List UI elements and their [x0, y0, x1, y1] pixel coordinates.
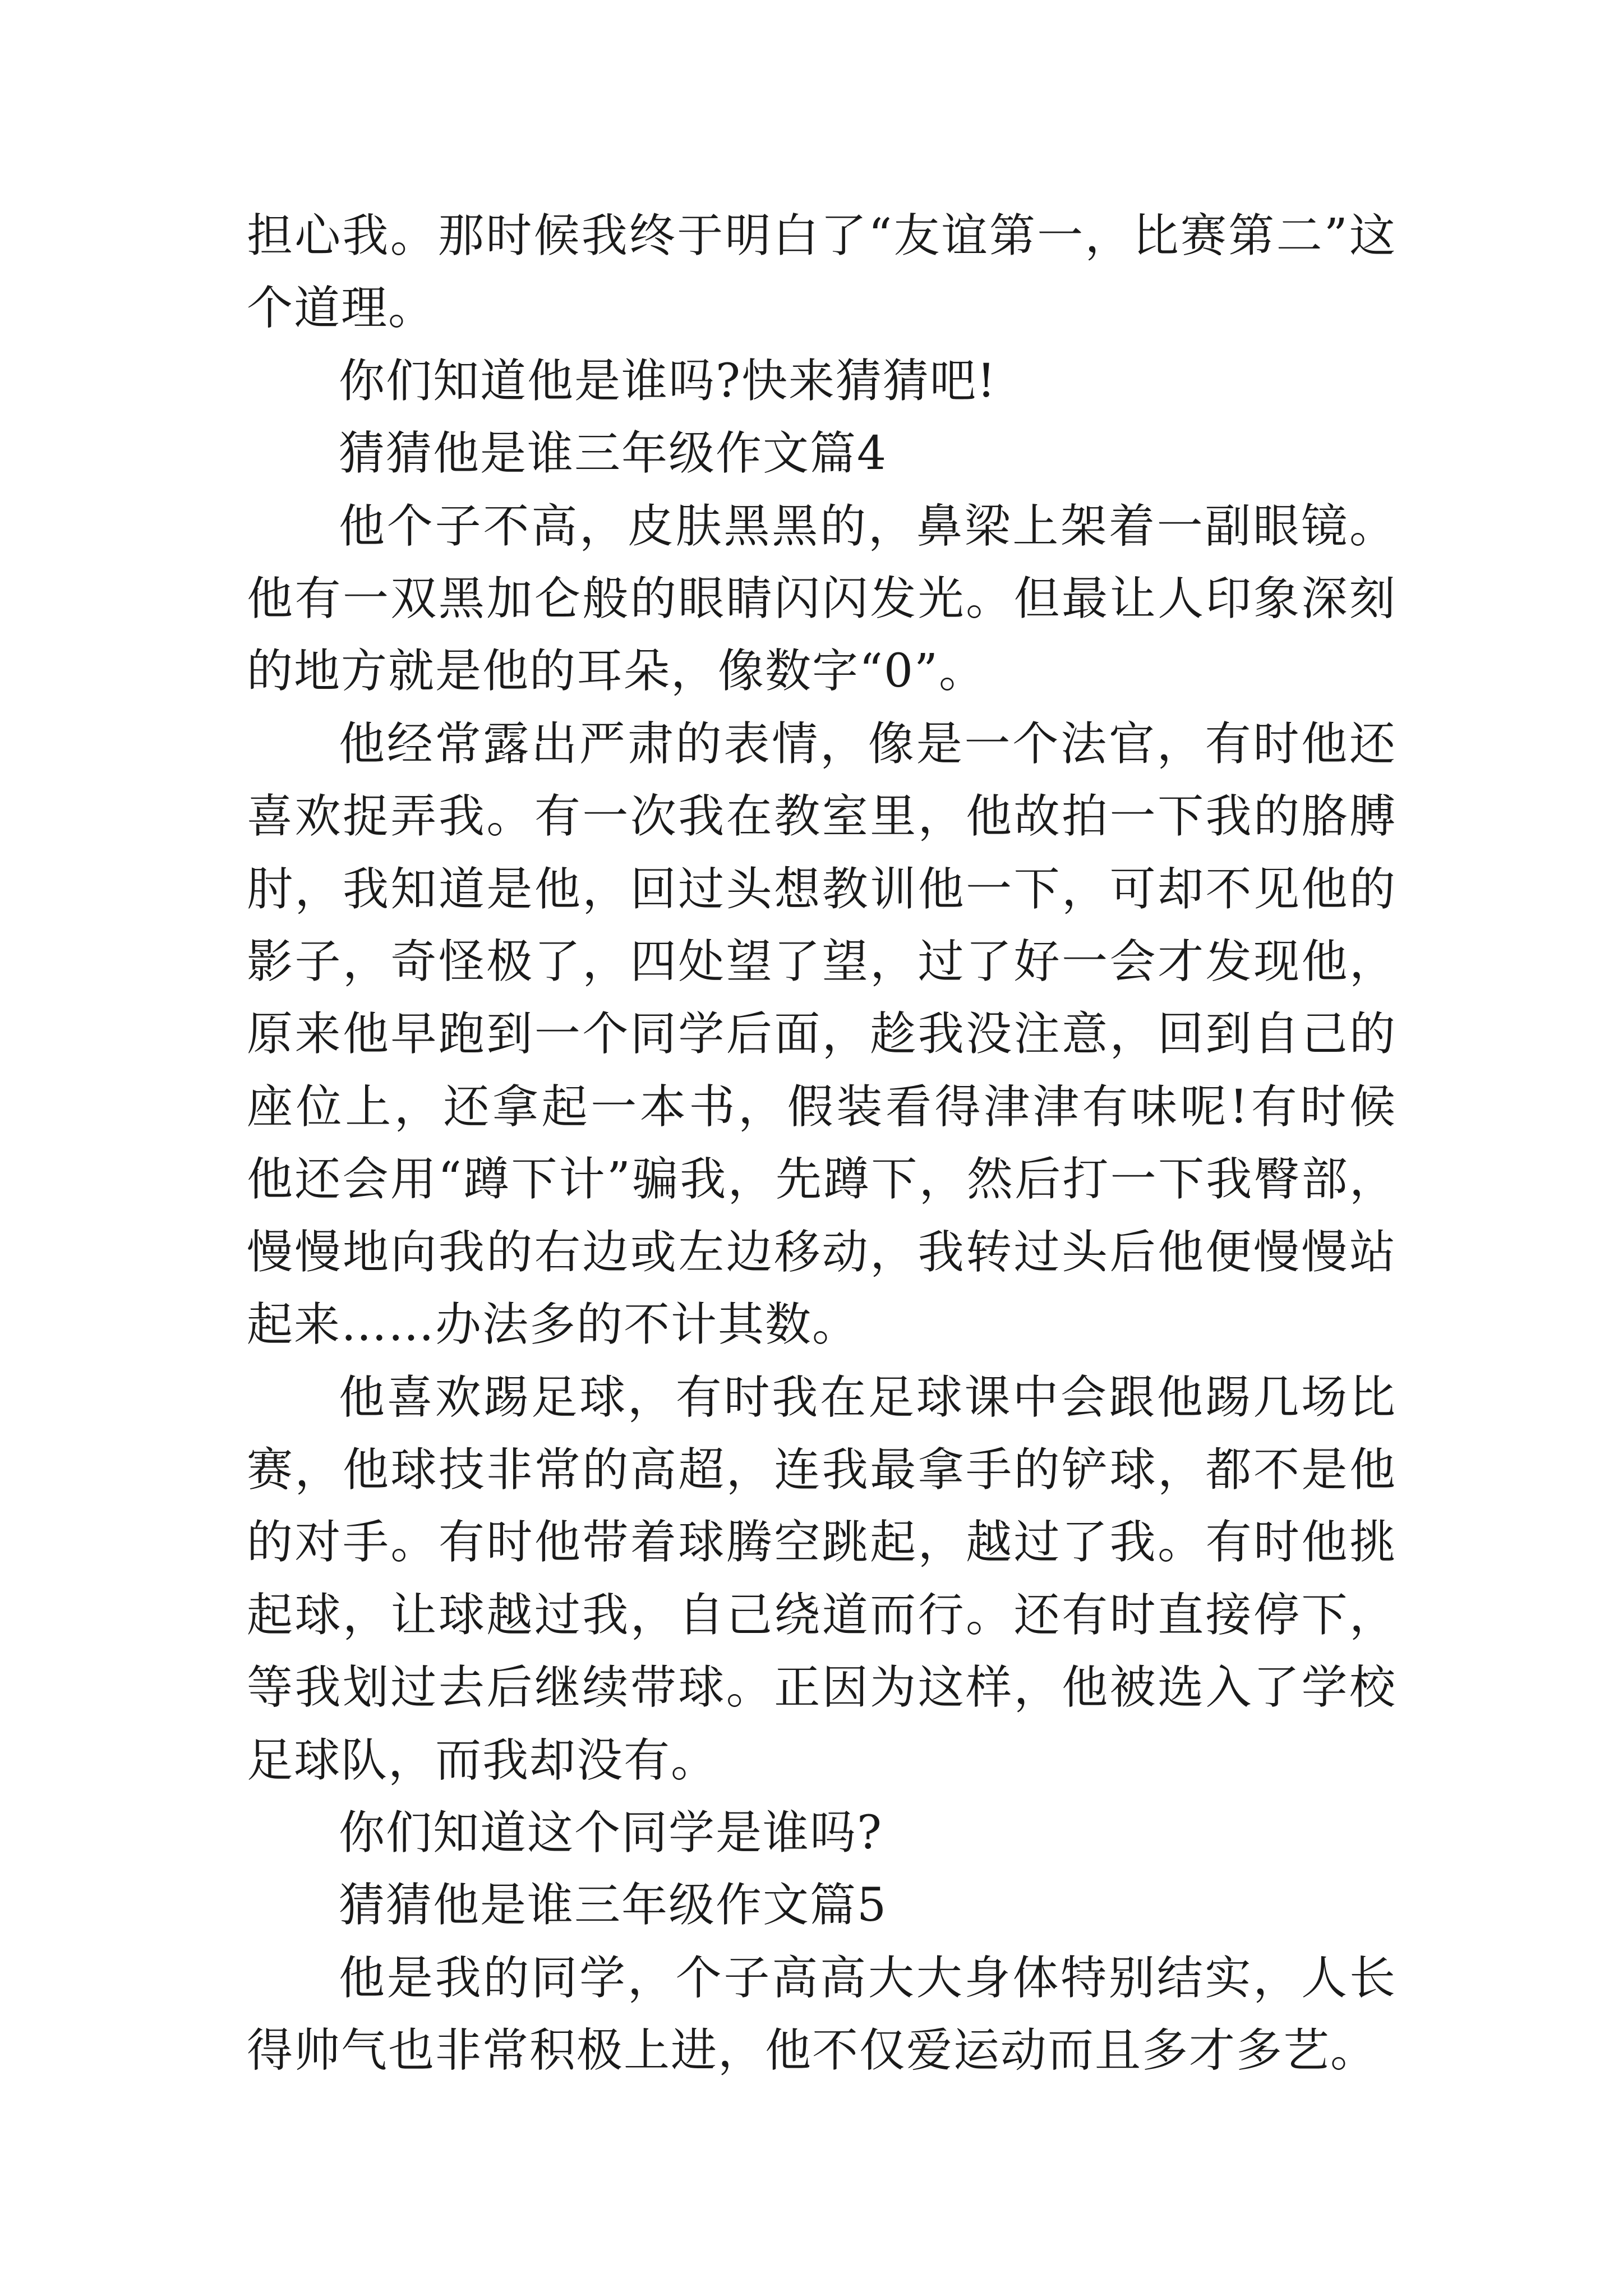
paragraph: 你们知道这个同学是谁吗?: [339, 1806, 883, 1860]
paragraph: 他经常露出严肃的表情，像是一个法官，有时他还喜欢捉弄我。有一次我在教室里，他故拍一下我的胳膊肘，我知道是他，回过头想教训他一下，可却不见他的影子，奇怪极了，四处望了望，过了好一会才发现他，原来他早跑到一个同学后面，趁我没注意，回到自己的座位上，还拿起一本书，假装看得津津有味呢!有时候他还会用“蹲下计”骗我，先蹲下，然后打一下我臀部，慢慢地向我的右边或左边移动，我转过头后他便慢慢站起来……办法多的不计其数。: [247, 717, 1396, 1352]
section-heading: 猜猜他是谁三年级作文篇4: [339, 427, 888, 481]
document-body: [247, 200, 1396, 2087]
paragraph-continuation: 担心我。那时候我终于明白了“友谊第一，比赛第二”这个道理。: [247, 209, 1396, 335]
section-heading: 猜猜他是谁三年级作文篇5: [339, 1879, 888, 1932]
paragraph: 他喜欢踢足球，有时我在足球课中会跟他踢几场比赛，他球技非常的高超，连我最拿手的铲球，都不是他的对手。有时他带着球腾空跳起，越过了我。有时他挑起球，让球越过我，自己绕道而行。还有时直接停下，等我划过去后继续带球。正因为这样，他被选入了学校足球队，而我却没有。: [247, 1370, 1396, 1787]
paragraph: 你们知道他是谁吗?快来猜猜吧!: [339, 354, 997, 408]
paragraph: 他个子不高，皮肤黑黑的，鼻梁上架着一副眼镜。他有一双黑加仑般的眼睛闪闪发光。但最让人印象深刻的地方就是他的耳朵，像数字“0”。: [247, 499, 1396, 698]
paragraph: 他是我的同学，个子高高大大身体特别结实，人长得帅气也非常积极上进，他不仅爱运动而且多才多艺。: [247, 1951, 1396, 2078]
